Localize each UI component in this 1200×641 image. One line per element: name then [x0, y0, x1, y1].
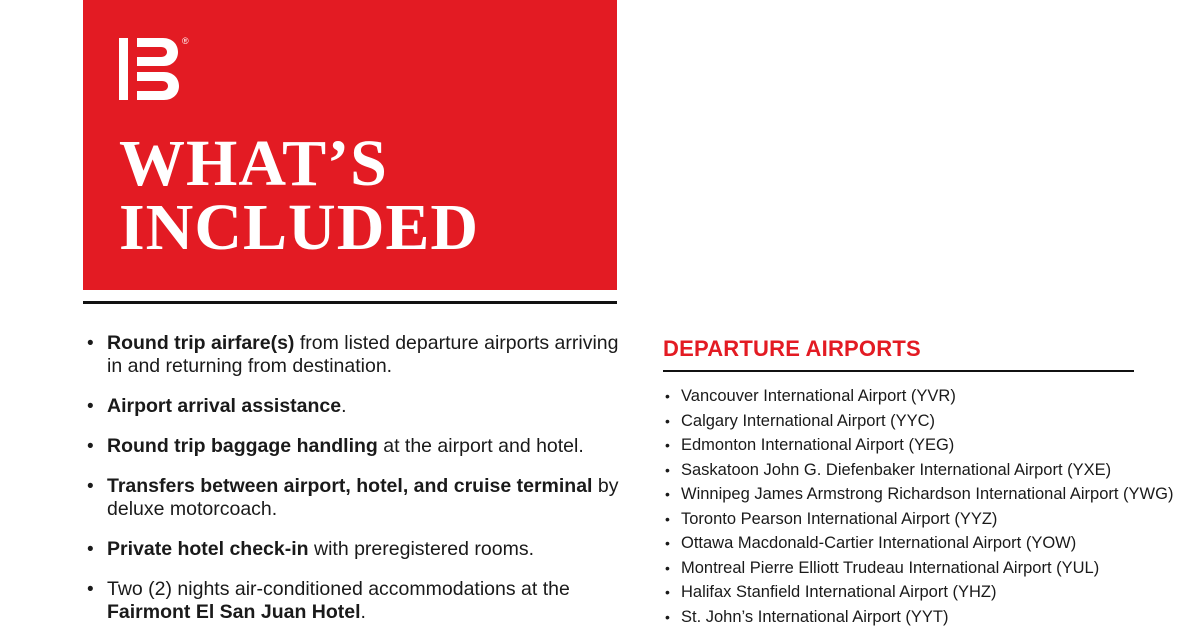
divider-left — [83, 301, 617, 304]
list-item — [83, 435, 639, 458]
registered-mark: ® — [182, 36, 189, 46]
list-item-text: Two (2) nights air-conditioned accommodations at the — [107, 578, 570, 600]
departure-airports-list — [663, 384, 1174, 629]
list-item: • Edmonton International Airport (YEG) — [663, 433, 1143, 458]
list-item-bold: Round trip baggage handling — [107, 435, 378, 457]
page-title-line1: WHAT’S — [119, 127, 388, 200]
list-item — [83, 538, 639, 561]
list-item: • Toronto Pearson International Airport (YYZ) — [663, 507, 1143, 532]
page-title — [119, 127, 480, 264]
list-item: • Winnipeg James Armstrong Richardson International Airport (YWG) — [663, 482, 1143, 507]
list-item-text: from listed departure airports arriving in and returning from destination. — [107, 332, 619, 377]
list-item-bold: Airport arrival assistance — [107, 395, 342, 417]
departure-airports-heading: DEPARTURE AIRPORTS — [663, 336, 921, 361]
list-item: • Halifax Stanfield International Airport (YHZ) — [663, 580, 1143, 605]
list-item-text: at the airport and hotel. — [377, 435, 584, 457]
list-item: • Montreal Pierre Elliott Trudeau International Airport (YUL) — [663, 556, 1143, 581]
list-item-text: with preregistered rooms. — [308, 538, 534, 560]
brand-logo-icon — [119, 38, 179, 100]
list-item-bold: Private hotel check-in — [107, 538, 309, 560]
included-list — [83, 332, 639, 641]
divider-right — [663, 370, 1134, 372]
list-item-bold: Transfers between airport, hotel, and cruise terminal — [107, 475, 593, 497]
list-item: • Saskatoon John G. Diefenbaker International Airport (YXE) — [663, 458, 1143, 483]
left-column — [83, 0, 623, 290]
list-item — [83, 578, 639, 624]
red-banner — [83, 0, 617, 290]
list-item-text-tail: . — [360, 601, 366, 623]
list-item — [83, 475, 639, 521]
list-item-bold: Fairmont El San Juan Hotel — [107, 601, 361, 623]
list-item-text: by deluxe motorcoach. — [107, 475, 619, 520]
list-item: • Ottawa Macdonald-Cartier International Airport (YOW) — [663, 531, 1143, 556]
list-item — [83, 332, 639, 378]
list-item-bold: Round trip airfare(s) — [107, 332, 295, 354]
list-item-text: . — [341, 395, 347, 417]
list-item: • Vancouver International Airport (YVR) — [663, 384, 1143, 409]
list-item: • Calgary International Airport (YYC) — [663, 409, 1143, 434]
list-item — [83, 395, 639, 418]
page-title-line2: INCLUDED — [119, 191, 480, 264]
list-item: • St. John’s International Airport (YYT) — [663, 605, 1143, 630]
departure-airports-section — [663, 336, 1174, 629]
